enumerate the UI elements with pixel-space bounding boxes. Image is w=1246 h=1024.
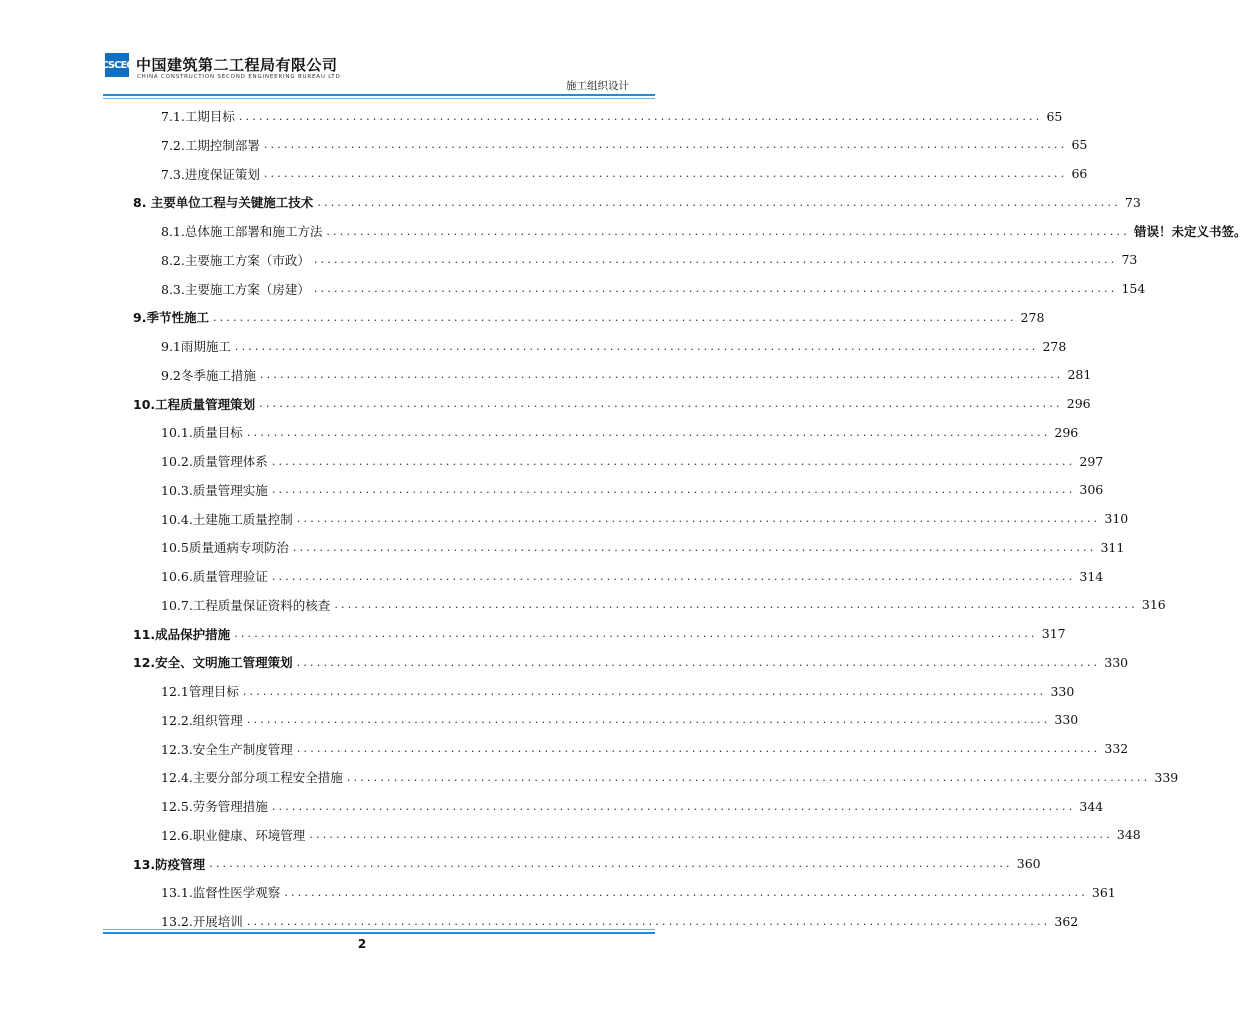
toc-entry-title: 10.5质量通病专项防治 xyxy=(161,540,289,556)
toc-entry[interactable] xyxy=(161,821,1141,849)
toc-dot-leader: ........................................................................................................................ xyxy=(271,483,1076,497)
toc-entry-page: 361 xyxy=(1091,884,1116,900)
toc-dot-leader: ........................................................................................................................ xyxy=(242,684,1047,698)
toc-entry[interactable] xyxy=(161,476,1104,504)
toc-entry-page: 错误！未定义书签。 xyxy=(1133,224,1246,239)
toc-dot-leader: ........................................................................................................................ xyxy=(209,857,1013,870)
toc-entry[interactable] xyxy=(161,418,1079,446)
toc-dot-leader: ........................................................................................................................ xyxy=(263,138,1068,152)
toc-entry-page: 297 xyxy=(1079,453,1104,469)
toc-entry-page: 311 xyxy=(1100,539,1125,555)
document-title: 施工组织设计 xyxy=(566,80,629,92)
logo-mark: CSCEC xyxy=(101,59,133,71)
toc-entry-page: 306 xyxy=(1079,482,1104,498)
toc-entry-page: 73 xyxy=(1124,194,1141,210)
toc-entry-page: 360 xyxy=(1016,856,1041,871)
toc-dot-leader: ........................................................................................................................ xyxy=(309,828,1113,842)
toc-entry-page: 330 xyxy=(1104,654,1129,670)
toc-dot-leader: ........................................................................................................................ xyxy=(263,167,1068,180)
toc-entry[interactable] xyxy=(161,160,1088,188)
toc-dot-leader: ........................................................................................................................ xyxy=(326,224,1130,238)
toc-dot-leader: ........................................................................................................................ xyxy=(271,799,1076,813)
toc-entry-title: 12.安全、文明施工管理策划 xyxy=(133,655,293,671)
toc-entry-page: 296 xyxy=(1066,396,1091,411)
toc-entry[interactable] xyxy=(161,792,1104,820)
toc-entry-page: 362 xyxy=(1054,913,1079,929)
toc-entry-title: 9.2冬季施工措施 xyxy=(161,367,256,383)
toc-entry-title: 12.3.安全生产制度管理 xyxy=(161,741,293,757)
toc-entry[interactable] xyxy=(133,620,1066,648)
toc-entry[interactable] xyxy=(133,390,1091,418)
toc-dot-leader: ........................................................................................................................ xyxy=(259,397,1063,410)
toc-dot-leader: ........................................................................................................................ xyxy=(271,569,1076,583)
toc-entry-title: 10.工程质量管理策划 xyxy=(133,396,256,412)
toc-dot-leader: ........................................................................................................................ xyxy=(334,598,1138,612)
toc-dot-leader: ........................................................................................................................ xyxy=(246,713,1051,727)
toc-dot-leader: ........................................................................................................................ xyxy=(212,310,1017,324)
company-name-cn: 中国建筑第二工程局有限公司 xyxy=(136,56,338,74)
page-number: 2 xyxy=(357,937,367,951)
toc-entry-title: 12.2.组织管理 xyxy=(161,712,243,728)
toc-entry-title: 11.成品保护措施 xyxy=(133,626,231,642)
toc-entry-title: 13.防疫管理 xyxy=(133,856,206,872)
toc-entry-title: 7.2.工期控制部署 xyxy=(161,137,260,153)
toc-entry-page: 339 xyxy=(1154,769,1179,785)
toc-dot-leader: ........................................................................................................................ xyxy=(296,655,1101,669)
toc-dot-leader: ........................................................................................................................ xyxy=(346,770,1151,784)
toc-dot-leader: ........................................................................................................................ xyxy=(246,914,1051,928)
toc-entry[interactable] xyxy=(161,131,1088,159)
toc-entry[interactable] xyxy=(161,275,1146,303)
toc-entry[interactable] xyxy=(161,763,1179,791)
header-rule-thin xyxy=(103,98,655,99)
toc-entry-title: 7.3.进度保证策划 xyxy=(161,166,260,182)
toc-entry-title: 12.5.劳务管理措施 xyxy=(161,799,268,814)
toc-dot-leader: ........................................................................................................................ xyxy=(284,885,1088,899)
toc-dot-leader: ........................................................................................................................ xyxy=(246,425,1051,439)
toc-entry[interactable] xyxy=(161,217,1246,245)
toc-dot-leader: ........................................................................................................................ xyxy=(317,195,1121,209)
toc-dot-leader: ........................................................................................................................ xyxy=(271,454,1076,468)
toc-dot-leader: ........................................................................................................................ xyxy=(313,253,1118,267)
toc-entry-title: 13.2.开展培训 xyxy=(161,914,243,929)
toc-entry-title: 9.季节性施工 xyxy=(133,310,209,326)
toc-entry-page: 66 xyxy=(1071,166,1088,181)
header-rule-thick xyxy=(103,94,655,96)
toc-entry-page: 314 xyxy=(1079,568,1104,584)
toc-entry-page: 344 xyxy=(1079,798,1104,814)
toc-entry-page: 316 xyxy=(1141,597,1166,613)
toc-dot-leader: ........................................................................................................................ xyxy=(234,627,1038,640)
toc-entry-title: 9.1雨期施工 xyxy=(161,339,231,354)
toc-entry[interactable] xyxy=(161,735,1129,763)
toc-entry-page: 65 xyxy=(1046,108,1063,124)
toc-entry-title: 13.1.监督性医学观察 xyxy=(161,885,281,901)
toc-entry[interactable] xyxy=(161,591,1166,619)
toc-entry[interactable] xyxy=(161,102,1063,130)
toc-entry-title: 10.1.质量目标 xyxy=(161,425,243,441)
toc-entry-page: 348 xyxy=(1116,827,1141,843)
page-header xyxy=(0,0,724,100)
toc-entry[interactable] xyxy=(161,332,1067,360)
toc-entry[interactable] xyxy=(161,361,1092,389)
toc-entry-title: 8.1.总体施工部署和施工方法 xyxy=(161,224,323,239)
toc-entry-title: 8.3.主要施工方案（房建） xyxy=(161,281,310,297)
toc-dot-leader: ........................................................................................................................ xyxy=(259,368,1064,382)
toc-entry[interactable] xyxy=(161,878,1116,906)
toc-entry-title: 12.1管理目标 xyxy=(161,684,239,699)
toc-entry[interactable] xyxy=(133,648,1129,676)
toc-entry-title: 10.6.质量管理验证 xyxy=(161,569,268,584)
toc-entry-title: 10.2.质量管理体系 xyxy=(161,454,268,469)
toc-entry-page: 330 xyxy=(1050,683,1075,699)
toc-entry[interactable] xyxy=(161,505,1129,533)
toc-dot-leader: ........................................................................................................................ xyxy=(296,742,1101,755)
toc-entry-page: 317 xyxy=(1041,626,1066,641)
toc-entry[interactable] xyxy=(133,303,1045,331)
toc-entry-page: 310 xyxy=(1104,511,1129,526)
toc-entry-page: 278 xyxy=(1020,309,1045,325)
toc-entry-title: 12.6.职业健康、环境管理 xyxy=(161,827,306,843)
toc-entry-page: 330 xyxy=(1054,712,1079,728)
toc-entry[interactable] xyxy=(161,907,1079,935)
toc-entry-title: 10.3.质量管理实施 xyxy=(161,482,268,498)
toc-dot-leader: ........................................................................................................................ xyxy=(238,109,1043,123)
toc-entry-page: 65 xyxy=(1071,137,1088,153)
toc-entry-title: 8. 主要单位工程与关键施工技术 xyxy=(133,195,314,211)
toc-entry-title: 12.4.主要分部分项工程安全措施 xyxy=(161,770,343,786)
toc-dot-leader: ........................................................................................................................ xyxy=(234,339,1039,353)
toc-entry-page: 154 xyxy=(1121,281,1146,296)
toc-dot-leader: ........................................................................................................................ xyxy=(296,512,1101,525)
toc-entry-title: 10.7.工程质量保证资料的核查 xyxy=(161,597,331,613)
company-name-en: CHINA CONSTRUCTION SECOND ENGINEERING BUREAU LTD xyxy=(137,74,341,80)
toc-entry[interactable] xyxy=(161,246,1138,274)
toc-entry[interactable] xyxy=(161,533,1125,561)
toc-entry[interactable] xyxy=(161,677,1075,705)
toc-dot-leader: ........................................................................................................................ xyxy=(292,540,1097,554)
footer-rule-thin xyxy=(103,929,655,930)
footer-rule-thick xyxy=(103,932,655,934)
toc-entry-page: 73 xyxy=(1121,252,1138,268)
toc-entry[interactable] xyxy=(133,850,1041,878)
toc-entry[interactable] xyxy=(161,447,1104,475)
toc-entry[interactable] xyxy=(161,562,1104,590)
toc-entry-title: 7.1.工期目标 xyxy=(161,109,235,124)
toc-entry-page: 281 xyxy=(1067,367,1092,383)
toc-entry[interactable] xyxy=(133,188,1141,216)
toc-entry-title: 8.2.主要施工方案（市政） xyxy=(161,252,310,268)
toc-entry-title: 10.4.土建施工质量控制 xyxy=(161,511,293,527)
toc-entry-page: 296 xyxy=(1054,424,1079,440)
toc-entry[interactable] xyxy=(161,706,1079,734)
toc-dot-leader: ........................................................................................................................ xyxy=(313,282,1118,295)
toc-entry-page: 278 xyxy=(1042,338,1067,354)
toc-entry-page: 332 xyxy=(1104,741,1129,756)
company-logo xyxy=(101,53,133,77)
